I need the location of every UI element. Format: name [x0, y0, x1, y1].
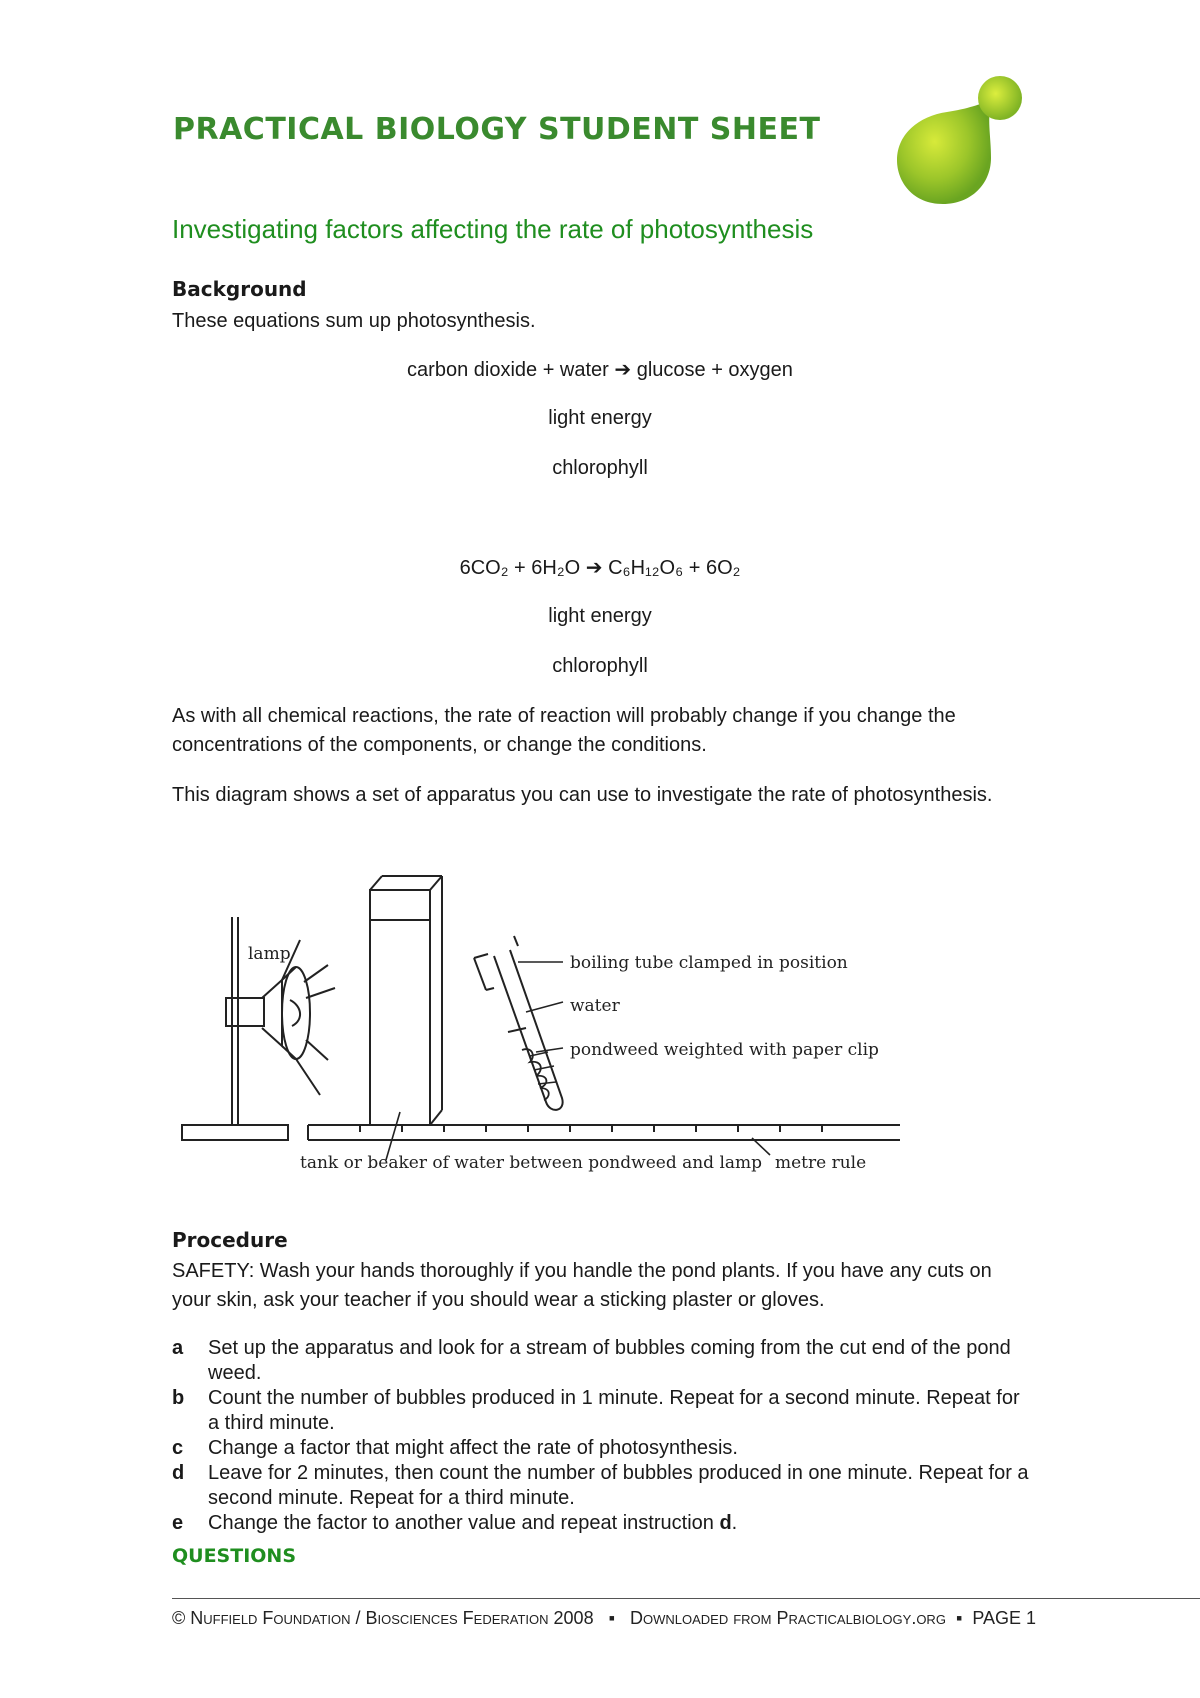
label-metre-rule: metre rule	[775, 1153, 867, 1173]
footer-page-number: PAGE 1	[972, 1608, 1037, 1628]
apparatus-diagram	[170, 870, 910, 1180]
questions-heading: QUESTIONS	[172, 1545, 297, 1567]
safety-note: SAFETY: Wash your hands thoroughly if you handle the pond plants. If you have any cuts on your skin, ask your teacher if you should wear a sticking plaster or gloves.	[172, 1260, 992, 1311]
step-text: Set up the apparatus and look for a stream of bubbles coming from the cut end of the pond weed.	[208, 1337, 1011, 1384]
symbol-equation-lhs: 6CO₂ + 6H₂O	[459, 557, 581, 579]
procedure-step-e	[172, 1511, 1032, 1536]
condition-light-1: light energy	[548, 407, 652, 429]
procedure-step-d	[172, 1461, 1032, 1511]
background-intro: These equations sum up photosynthesis.	[172, 310, 536, 332]
condition-chlorophyll-2: chlorophyll	[552, 655, 648, 677]
step-text: Leave for 2 minutes, then count the number of bubbles produced in one minute. Repeat for a second minute. Repeat for a third minute.	[208, 1462, 1029, 1509]
sheet-header-title: PRACTICAL BIOLOGY STUDENT SHEET	[173, 112, 821, 147]
label-water: water	[570, 996, 620, 1016]
step-letter: b	[172, 1387, 185, 1409]
footer-divider	[172, 1598, 1200, 1599]
paragraph-apparatus: This diagram shows a set of apparatus you can use to investigate the rate of photosynthesis.	[172, 784, 993, 806]
procedure-heading: Procedure	[172, 1228, 288, 1252]
label-pondweed: pondweed weighted with paper clip	[570, 1040, 879, 1060]
label-lamp: lamp	[248, 944, 291, 964]
word-equation: carbon dioxide + water ➔ glucose + oxygen	[407, 359, 793, 381]
step-text: Change the factor to another value and repeat instruction	[208, 1512, 720, 1534]
condition-light-2: light energy	[548, 605, 652, 627]
paragraph-reaction-rate: As with all chemical reactions, the rate of reaction will probably change if you change the concentrations of the components, or change the conditions.	[172, 705, 956, 756]
step-text: Change a factor that might affect the rate of photosynthesis.	[208, 1437, 738, 1459]
procedure-steps	[172, 1336, 1032, 1536]
sheet-title: Investigating factors affecting the rate of photosynthesis	[172, 214, 814, 244]
footer	[172, 1608, 1036, 1629]
footer-separator: ▪	[608, 1608, 615, 1628]
step-text: Count the number of bubbles produced in 1 minute. Repeat for a second minute. Repeat for a third minute.	[208, 1387, 1020, 1434]
logo-drop-icon	[895, 72, 1030, 207]
water-tank	[370, 876, 442, 1125]
step-letter: c	[172, 1437, 184, 1459]
footer-separator: ▪	[955, 1608, 963, 1628]
background-heading: Background	[172, 277, 307, 301]
label-tank: tank or beaker of water between pondweed and lamp	[300, 1153, 763, 1173]
procedure-step-b	[172, 1386, 1032, 1436]
footer-download: Downloaded from Practicalbiology.org	[630, 1608, 946, 1628]
label-boiling-tube: boiling tube clamped in position	[570, 953, 848, 973]
symbol-equation	[0, 555, 1200, 580]
footer-copyright: © Nuffield Foundation / Biosciences Federation 2008	[172, 1608, 594, 1628]
step-tail: .	[731, 1512, 738, 1534]
procedure-step-c	[172, 1436, 1032, 1461]
procedure-step-a	[172, 1336, 1032, 1386]
symbol-equation-rhs: C₆H₁₂O₆ + 6O₂	[608, 557, 741, 579]
arrow-icon: ➔	[585, 557, 603, 579]
step-letter: a	[172, 1337, 184, 1359]
step-ref: d	[719, 1512, 732, 1534]
metre-rule	[308, 1125, 900, 1140]
step-letter: e	[172, 1512, 184, 1534]
condition-chlorophyll-1: chlorophyll	[552, 457, 648, 479]
step-letter: d	[172, 1462, 185, 1484]
